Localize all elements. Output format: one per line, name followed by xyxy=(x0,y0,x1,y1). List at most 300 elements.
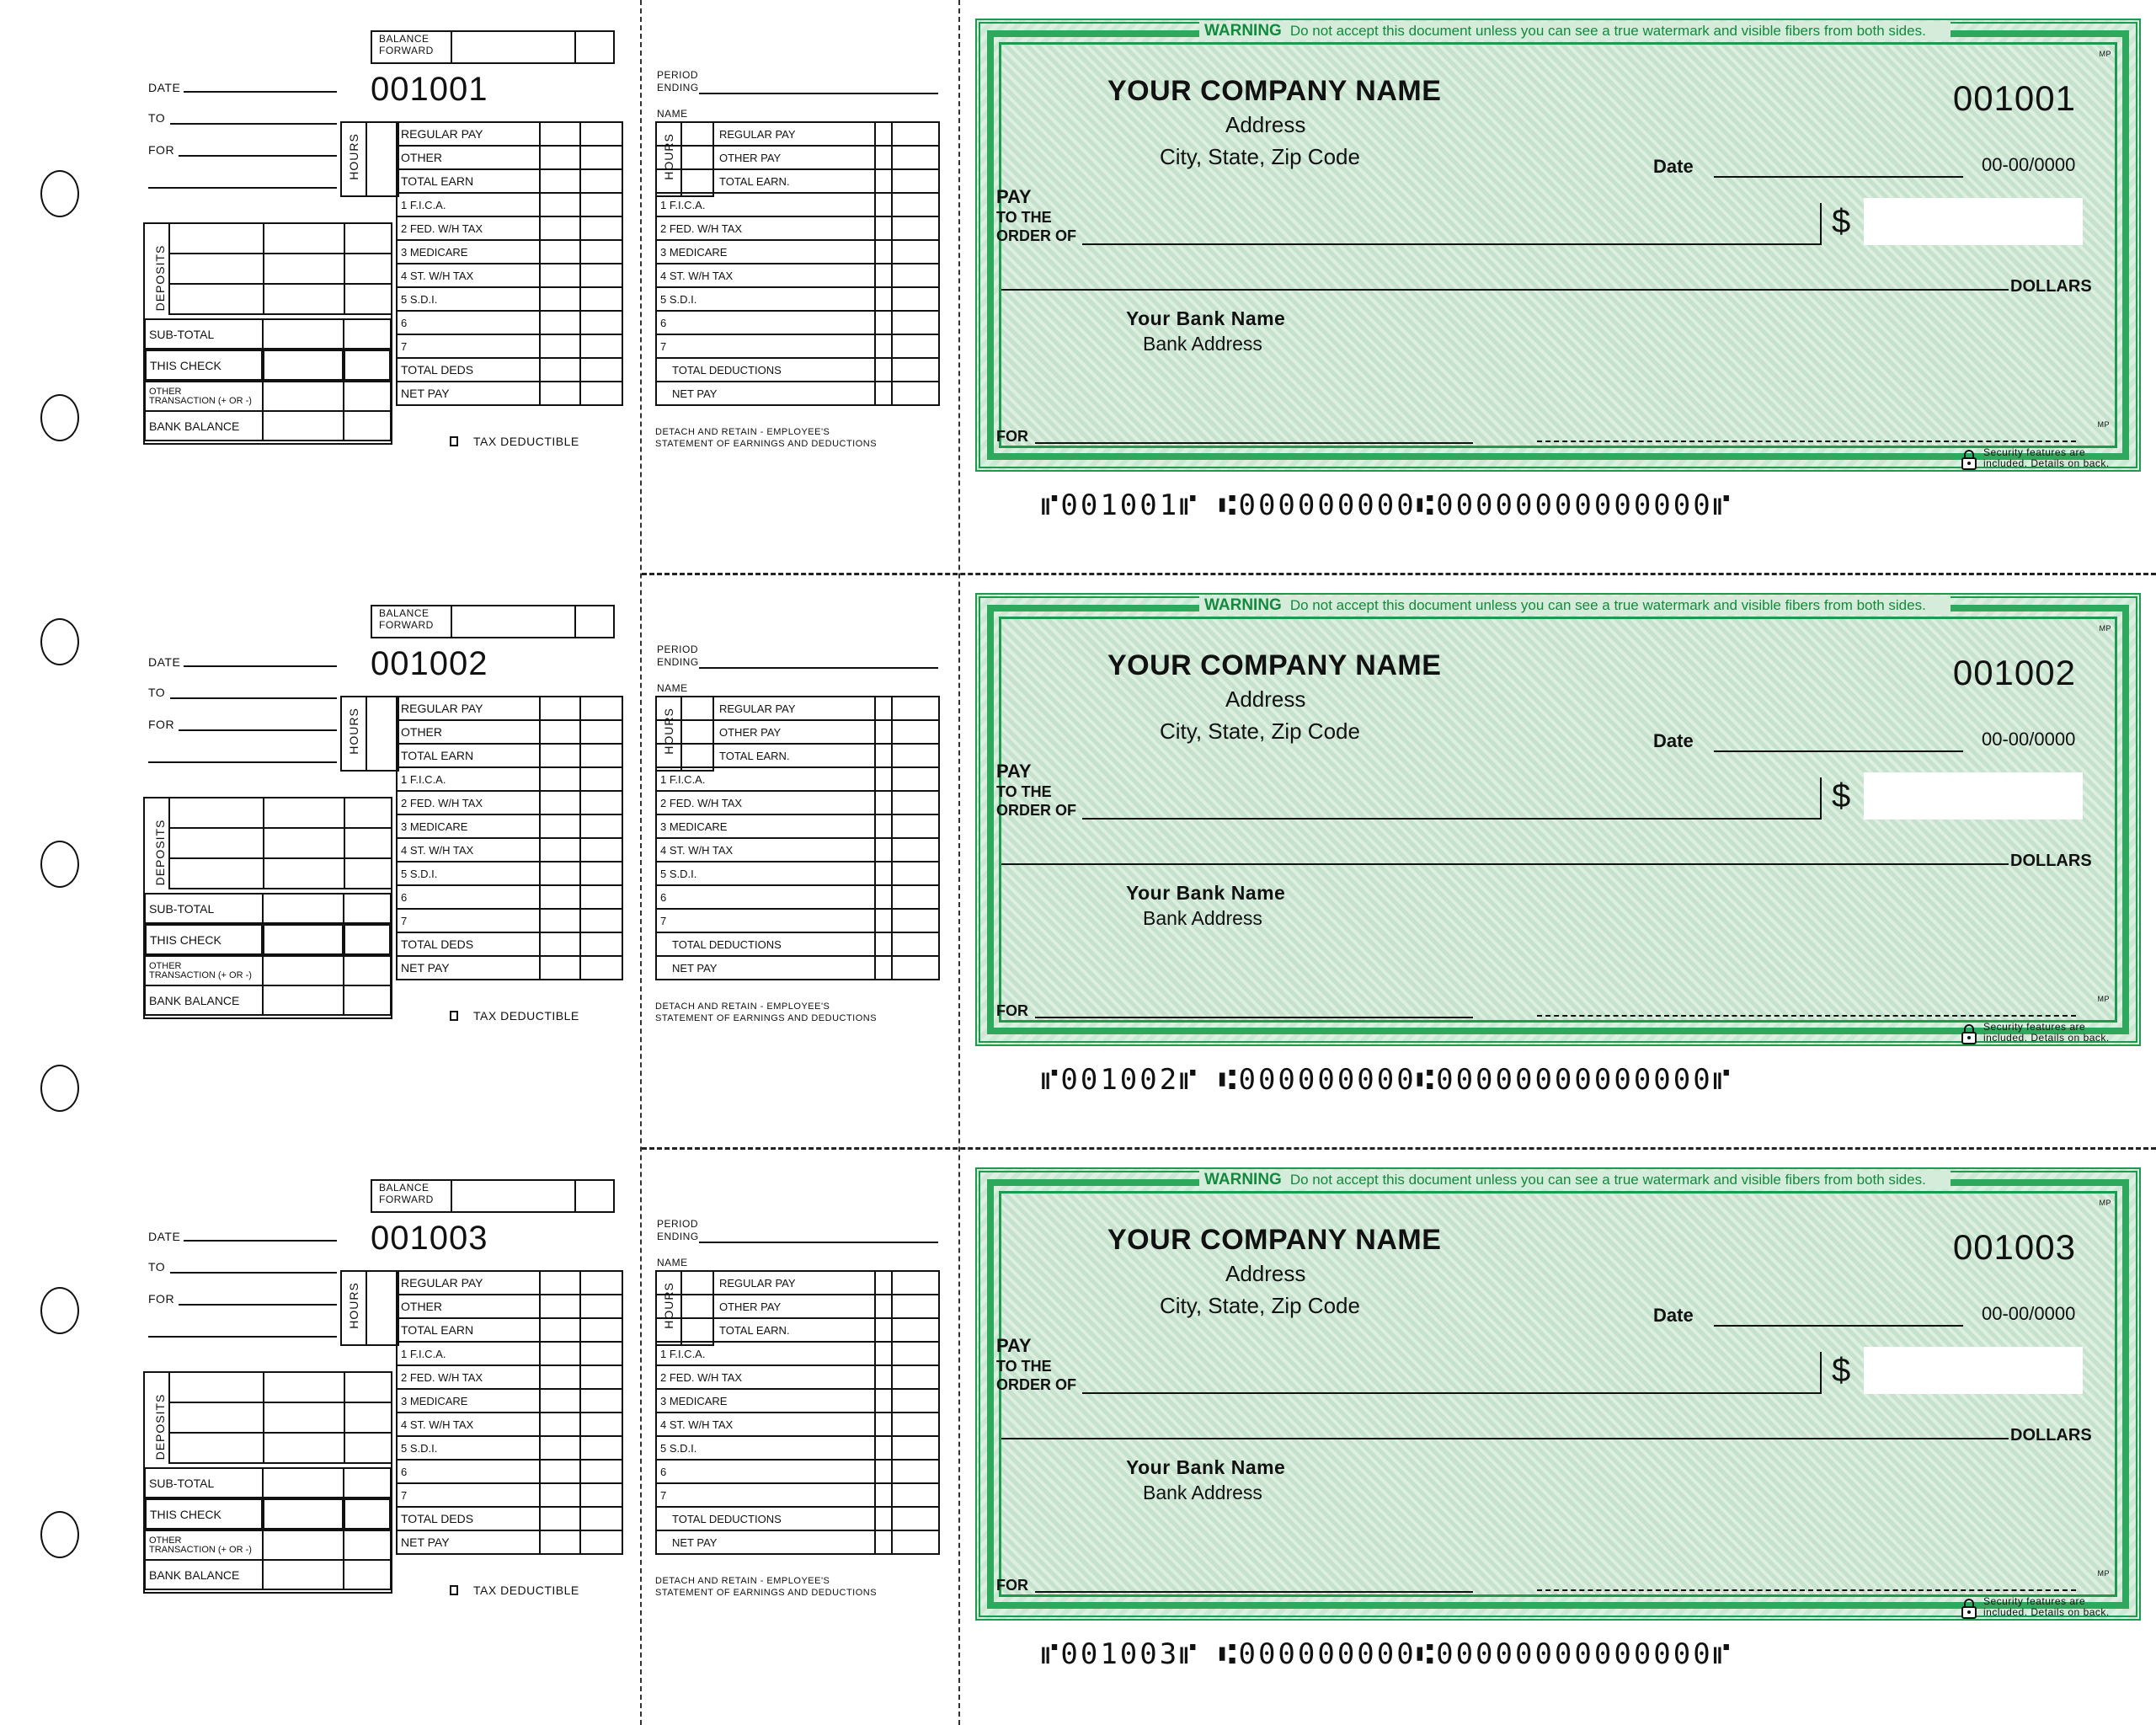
balance-forward-label: BALANCE FORWARD xyxy=(379,1182,434,1205)
cents-cell[interactable] xyxy=(892,932,939,956)
mp-mark: MP xyxy=(2099,1199,2111,1207)
voucher-row-label: NET PAY xyxy=(656,956,875,980)
earnings-row-label: TOTAL DEDS xyxy=(397,1507,540,1530)
amount-cell[interactable] xyxy=(540,193,580,216)
earnings-table xyxy=(396,696,623,980)
cents-cell[interactable] xyxy=(892,1271,939,1295)
padlock-icon xyxy=(1960,449,1978,471)
order-of-label: ORDER OF xyxy=(996,802,1077,819)
cents-cell[interactable] xyxy=(892,956,939,980)
amount-cell[interactable] xyxy=(875,240,892,264)
cents-cell[interactable] xyxy=(892,767,939,791)
cents-cell[interactable] xyxy=(580,1530,622,1554)
voucher-row-label: TOTAL DEDUCTIONS xyxy=(656,932,875,956)
amount-cell[interactable] xyxy=(875,909,892,932)
cents-cell[interactable] xyxy=(580,767,622,791)
bank-address: Bank Address xyxy=(1143,333,1262,355)
other-transaction-label: OTHER TRANSACTION (+ OR -) xyxy=(145,381,263,411)
amount-cell[interactable] xyxy=(875,1436,892,1460)
cents-cell[interactable] xyxy=(580,382,622,405)
amount-cell[interactable] xyxy=(540,956,580,980)
amount-cell[interactable] xyxy=(540,932,580,956)
cents-cell[interactable] xyxy=(580,720,622,744)
to-label: TO xyxy=(148,1260,166,1274)
sub-total-label: SUB-TOTAL xyxy=(145,1468,263,1498)
amount-cell[interactable] xyxy=(875,744,892,767)
amount-cell[interactable] xyxy=(875,287,892,311)
amount-cell[interactable] xyxy=(875,358,892,382)
cents-cell[interactable] xyxy=(892,838,939,862)
voucher-row-label: 4 ST. W/H TAX xyxy=(656,1413,875,1436)
amount-cell[interactable] xyxy=(875,814,892,838)
memo-line[interactable] xyxy=(1035,1017,1473,1018)
amount-cell[interactable] xyxy=(875,1295,892,1318)
date-label: Date xyxy=(1653,156,1694,177)
table-row xyxy=(656,697,939,720)
voucher-row-label: 7 xyxy=(656,909,875,932)
amount-cell[interactable] xyxy=(875,193,892,216)
amount-cell[interactable] xyxy=(540,1460,580,1483)
table-row xyxy=(656,791,939,814)
amount-cell[interactable] xyxy=(540,1530,580,1554)
cents-cell[interactable] xyxy=(580,287,622,311)
cents-cell[interactable] xyxy=(580,311,622,334)
cents-cell[interactable] xyxy=(892,382,939,405)
check-date-value: 00-00/0000 xyxy=(1982,729,2076,750)
cents-cell[interactable] xyxy=(892,1342,939,1365)
amount-cell[interactable] xyxy=(540,240,580,264)
amount-cell[interactable] xyxy=(540,909,580,932)
voucher-row-label: 2 FED. W/H TAX xyxy=(656,791,875,814)
table-row xyxy=(656,1389,939,1413)
amount-cell[interactable] xyxy=(875,382,892,405)
voucher-table xyxy=(655,696,940,980)
table-row xyxy=(397,814,622,838)
bank-name: Your Bank Name xyxy=(1126,1456,1286,1478)
table-row xyxy=(656,1318,939,1342)
bank-balance-label: BANK BALANCE xyxy=(145,411,263,441)
amount-cell[interactable] xyxy=(540,1436,580,1460)
table-row xyxy=(656,1483,939,1507)
cents-cell[interactable] xyxy=(892,909,939,932)
amount-box[interactable] xyxy=(1864,772,2083,820)
cents-cell[interactable] xyxy=(892,1483,939,1507)
amount-cell[interactable] xyxy=(540,791,580,814)
amount-cell[interactable] xyxy=(875,1413,892,1436)
amount-cell[interactable] xyxy=(540,146,580,169)
table-row xyxy=(397,1436,622,1460)
check xyxy=(975,19,2141,472)
amount-cell[interactable] xyxy=(540,1342,580,1365)
for-line xyxy=(179,729,337,731)
cents-cell[interactable] xyxy=(892,744,939,767)
cents-cell[interactable] xyxy=(580,697,622,720)
table-row xyxy=(397,1460,622,1483)
micr-line: ⑈001001⑈ ⑆000000000⑆00000000000000⑈ xyxy=(1041,489,1733,522)
amount-cell[interactable] xyxy=(540,862,580,885)
amount-cell[interactable] xyxy=(540,264,580,287)
earnings-row-label: REGULAR PAY xyxy=(397,697,540,720)
table-row xyxy=(656,287,939,311)
name-label: NAME xyxy=(657,108,688,120)
cents-cell[interactable] xyxy=(892,146,939,169)
cents-cell[interactable] xyxy=(892,791,939,814)
cents-cell[interactable] xyxy=(892,1507,939,1530)
this-check-label: THIS CHECK xyxy=(145,1498,263,1530)
amount-cell[interactable] xyxy=(540,720,580,744)
table-row xyxy=(656,1413,939,1436)
voucher-row-label: TOTAL EARN. xyxy=(656,1318,875,1342)
amount-cell[interactable] xyxy=(875,169,892,193)
amount-cell[interactable] xyxy=(540,382,580,405)
table-row xyxy=(656,1365,939,1389)
written-amount-line[interactable] xyxy=(1001,289,2009,291)
for-line-2 xyxy=(148,761,337,763)
cents-cell[interactable] xyxy=(580,1507,622,1530)
check-number: 001001 xyxy=(1952,78,2076,118)
amount-cell[interactable] xyxy=(875,1342,892,1365)
cents-cell[interactable] xyxy=(580,1271,622,1295)
voucher-row-label: 3 MEDICARE xyxy=(656,1389,875,1413)
cents-cell[interactable] xyxy=(580,1318,622,1342)
cents-cell[interactable] xyxy=(892,862,939,885)
earnings-row-label: NET PAY xyxy=(397,956,540,980)
voucher-row-label: 6 xyxy=(656,311,875,334)
cents-cell[interactable] xyxy=(892,720,939,744)
table-row xyxy=(397,264,622,287)
earnings-row-label: OTHER xyxy=(397,720,540,744)
cents-cell[interactable] xyxy=(892,311,939,334)
payee-line-tick xyxy=(1820,203,1822,245)
amount-cell[interactable] xyxy=(540,287,580,311)
cents-cell[interactable] xyxy=(580,814,622,838)
cents-cell[interactable] xyxy=(892,287,939,311)
cents-cell[interactable] xyxy=(580,1295,622,1318)
cents-cell[interactable] xyxy=(580,1483,622,1507)
cents-cell[interactable] xyxy=(580,744,622,767)
dollars-label: DOLLARS xyxy=(2010,852,2092,870)
cents-cell[interactable] xyxy=(580,1460,622,1483)
stub-check-number: 001001 xyxy=(371,71,488,108)
dollar-sign: $ xyxy=(1832,1352,1851,1389)
table-row xyxy=(397,697,622,720)
voucher-table xyxy=(655,1270,940,1555)
cents-cell[interactable] xyxy=(892,814,939,838)
cents-cell[interactable] xyxy=(580,1365,622,1389)
amount-cell[interactable] xyxy=(540,1365,580,1389)
table-row xyxy=(656,814,939,838)
signature-line[interactable] xyxy=(1537,441,2076,442)
cents-cell[interactable] xyxy=(580,838,622,862)
cents-cell[interactable] xyxy=(580,146,622,169)
cents-cell[interactable] xyxy=(892,885,939,909)
amount-cell[interactable] xyxy=(875,1365,892,1389)
amount-cell[interactable] xyxy=(875,1483,892,1507)
amount-cell[interactable] xyxy=(540,1271,580,1295)
signature-line[interactable] xyxy=(1537,1015,2076,1017)
cents-cell[interactable] xyxy=(892,334,939,358)
voucher-row-label: 6 xyxy=(656,885,875,909)
earnings-table xyxy=(396,1270,623,1555)
amount-cell[interactable] xyxy=(540,311,580,334)
amount-cell[interactable] xyxy=(540,122,580,146)
for-line-2 xyxy=(148,187,337,189)
bank-address: Bank Address xyxy=(1143,1482,1262,1503)
to-line xyxy=(170,1272,337,1274)
earnings-row-label: 7 xyxy=(397,1483,540,1507)
voucher-row-label: 1 F.I.C.A. xyxy=(656,767,875,791)
payee-line[interactable] xyxy=(1082,1392,1820,1394)
pay-label: PAY xyxy=(996,1335,1032,1356)
cents-cell[interactable] xyxy=(580,240,622,264)
cents-cell[interactable] xyxy=(892,1436,939,1460)
amount-cell[interactable] xyxy=(540,838,580,862)
check-section xyxy=(0,1149,2156,1724)
voucher-row-label: 1 F.I.C.A. xyxy=(656,193,875,216)
cents-cell[interactable] xyxy=(580,264,622,287)
for-label: FOR xyxy=(148,1292,175,1306)
check-date-line[interactable] xyxy=(1714,176,1963,178)
earnings-row-label: 6 xyxy=(397,311,540,334)
cents-cell[interactable] xyxy=(892,122,939,146)
table-row xyxy=(656,1436,939,1460)
earnings-row-label: 5 S.D.I. xyxy=(397,1436,540,1460)
amount-cell[interactable] xyxy=(540,1507,580,1530)
written-amount-line[interactable] xyxy=(1001,863,2009,865)
amount-cell[interactable] xyxy=(875,932,892,956)
voucher-row-label: REGULAR PAY xyxy=(656,122,875,146)
tax-deductible-checkbox[interactable] xyxy=(450,1585,458,1595)
cents-cell[interactable] xyxy=(892,697,939,720)
order-of-label: ORDER OF xyxy=(996,227,1077,244)
table-row xyxy=(397,1271,622,1295)
cents-cell[interactable] xyxy=(580,1342,622,1365)
earnings-row-label: 1 F.I.C.A. xyxy=(397,1342,540,1365)
voucher-row-label: 5 S.D.I. xyxy=(656,862,875,885)
written-amount-line[interactable] xyxy=(1001,1438,2009,1439)
payee-line[interactable] xyxy=(1082,818,1820,820)
memo-line[interactable] xyxy=(1035,442,1473,444)
cents-cell[interactable] xyxy=(892,358,939,382)
dollars-label: DOLLARS xyxy=(2010,1426,2092,1445)
table-row xyxy=(656,744,939,767)
amount-cell[interactable] xyxy=(875,334,892,358)
deposits-label: DEPOSITS xyxy=(153,1393,167,1461)
earnings-table xyxy=(396,121,623,406)
this-check-label: THIS CHECK xyxy=(145,350,263,381)
cents-cell[interactable] xyxy=(580,932,622,956)
cents-cell[interactable] xyxy=(892,264,939,287)
deposits-table xyxy=(168,797,392,889)
amount-cell[interactable] xyxy=(875,1507,892,1530)
balance-forward-label: BALANCE FORWARD xyxy=(379,607,434,631)
table-row xyxy=(656,146,939,169)
table-row xyxy=(397,334,622,358)
tax-deductible-label: TAX DEDUCTIBLE xyxy=(473,435,579,448)
cents-cell[interactable] xyxy=(580,358,622,382)
table-row xyxy=(397,1413,622,1436)
table-row xyxy=(656,216,939,240)
voucher-row-label: REGULAR PAY xyxy=(656,1271,875,1295)
cents-cell[interactable] xyxy=(580,169,622,193)
warning-banner: WARNING Do not accept this document unless you can see a true watermark and visible fibers from both sides. xyxy=(1199,22,1951,40)
cents-cell[interactable] xyxy=(580,885,622,909)
amount-cell[interactable] xyxy=(540,1413,580,1436)
earnings-row-label: 2 FED. W/H TAX xyxy=(397,791,540,814)
cents-cell[interactable] xyxy=(892,216,939,240)
amount-cell[interactable] xyxy=(875,862,892,885)
voucher-row-label: OTHER PAY xyxy=(656,720,875,744)
tax-deductible-checkbox[interactable] xyxy=(450,1011,458,1021)
table-row xyxy=(397,767,622,791)
voucher-row-label: TOTAL EARN. xyxy=(656,169,875,193)
amount-cell[interactable] xyxy=(540,814,580,838)
earnings-row-label: REGULAR PAY xyxy=(397,1271,540,1295)
table-row xyxy=(397,1389,622,1413)
date-line xyxy=(184,665,337,667)
amount-cell[interactable] xyxy=(875,264,892,287)
cents-cell[interactable] xyxy=(892,1389,939,1413)
company-address: Address xyxy=(1225,686,1306,712)
cents-cell[interactable] xyxy=(580,334,622,358)
table-row xyxy=(397,169,622,193)
earnings-row-label: TOTAL DEDS xyxy=(397,932,540,956)
cents-cell[interactable] xyxy=(580,1389,622,1413)
amount-box[interactable] xyxy=(1864,1347,2083,1394)
amount-cell[interactable] xyxy=(540,744,580,767)
cents-cell[interactable] xyxy=(892,1460,939,1483)
amount-box[interactable] xyxy=(1864,198,2083,245)
cents-cell[interactable] xyxy=(892,240,939,264)
earnings-row-label: 4 ST. W/H TAX xyxy=(397,838,540,862)
cents-cell[interactable] xyxy=(892,1295,939,1318)
for-line xyxy=(179,1304,337,1306)
company-city-state-zip: City, State, Zip Code xyxy=(1160,1293,1360,1318)
table-row xyxy=(656,838,939,862)
amount-cell[interactable] xyxy=(875,956,892,980)
company-name: YOUR COMPANY NAME xyxy=(1107,1224,1442,1256)
amount-cell[interactable] xyxy=(875,122,892,146)
earnings-row-label: 5 S.D.I. xyxy=(397,862,540,885)
amount-cell[interactable] xyxy=(875,1530,892,1554)
voucher-hours-label: HOURS xyxy=(662,1282,675,1329)
table-row xyxy=(397,1530,622,1554)
amount-cell[interactable] xyxy=(875,146,892,169)
memo-line[interactable] xyxy=(1035,1591,1473,1593)
earnings-row-label: REGULAR PAY xyxy=(397,122,540,146)
voucher-row-label: NET PAY xyxy=(656,1530,875,1554)
amount-cell[interactable] xyxy=(875,1389,892,1413)
voucher-row-label: 2 FED. W/H TAX xyxy=(656,216,875,240)
cents-cell[interactable] xyxy=(580,909,622,932)
amount-cell[interactable] xyxy=(540,1483,580,1507)
bank-balance-label: BANK BALANCE xyxy=(145,985,263,1015)
period-ending-label: PERIOD ENDING xyxy=(657,69,699,93)
balance-table xyxy=(143,1467,392,1590)
earnings-row-label: OTHER xyxy=(397,146,540,169)
tax-deductible-checkbox[interactable] xyxy=(450,436,458,446)
cents-cell[interactable] xyxy=(892,169,939,193)
table-row xyxy=(397,885,622,909)
amount-cell[interactable] xyxy=(540,169,580,193)
signature-line[interactable] xyxy=(1537,1589,2076,1591)
date-label: Date xyxy=(1653,1305,1694,1326)
cents-cell[interactable] xyxy=(580,122,622,146)
amount-cell[interactable] xyxy=(540,1295,580,1318)
cents-cell[interactable] xyxy=(580,956,622,980)
check xyxy=(975,1167,2141,1621)
hours-label: HOURS xyxy=(347,133,360,180)
cents-cell[interactable] xyxy=(580,1413,622,1436)
amount-cell[interactable] xyxy=(875,885,892,909)
cents-cell[interactable] xyxy=(892,1365,939,1389)
earnings-row-label: TOTAL EARN xyxy=(397,744,540,767)
to-line xyxy=(170,697,337,699)
bank-name: Your Bank Name xyxy=(1126,882,1286,904)
table-row xyxy=(656,932,939,956)
amount-cell[interactable] xyxy=(540,216,580,240)
bank-balance-label: BANK BALANCE xyxy=(145,1560,263,1589)
cents-cell[interactable] xyxy=(580,216,622,240)
cents-cell[interactable] xyxy=(580,193,622,216)
balance-table xyxy=(143,893,392,1016)
payee-line[interactable] xyxy=(1082,243,1820,245)
amount-cell[interactable] xyxy=(540,334,580,358)
table-row xyxy=(656,1295,939,1318)
amount-cell[interactable] xyxy=(875,697,892,720)
cents-cell[interactable] xyxy=(580,791,622,814)
table-row xyxy=(397,193,622,216)
amount-cell[interactable] xyxy=(540,1389,580,1413)
memo-label: FOR xyxy=(996,428,1028,445)
cents-cell[interactable] xyxy=(892,1318,939,1342)
amount-cell[interactable] xyxy=(875,720,892,744)
table-row xyxy=(397,1295,622,1318)
amount-cell[interactable] xyxy=(875,1271,892,1295)
amount-cell[interactable] xyxy=(875,791,892,814)
check-date-line[interactable] xyxy=(1714,750,1963,752)
table-row xyxy=(397,382,622,405)
amount-cell[interactable] xyxy=(875,767,892,791)
security-note: Security features are included. Details on back. xyxy=(1983,446,2110,469)
amount-cell[interactable] xyxy=(540,885,580,909)
amount-cell[interactable] xyxy=(540,697,580,720)
amount-cell[interactable] xyxy=(540,1318,580,1342)
earnings-row-label: 4 ST. W/H TAX xyxy=(397,264,540,287)
cents-cell[interactable] xyxy=(892,1530,939,1554)
table-row xyxy=(656,862,939,885)
cents-cell[interactable] xyxy=(892,1413,939,1436)
cents-cell[interactable] xyxy=(580,1436,622,1460)
sub-total-label: SUB-TOTAL xyxy=(145,319,263,350)
amount-cell[interactable] xyxy=(875,1318,892,1342)
cents-cell[interactable] xyxy=(580,862,622,885)
earnings-row-label: 3 MEDICARE xyxy=(397,240,540,264)
balance-forward-label: BALANCE FORWARD xyxy=(379,33,434,56)
table-row xyxy=(397,216,622,240)
amount-cell[interactable] xyxy=(875,838,892,862)
table-row xyxy=(397,1318,622,1342)
check-date-line[interactable] xyxy=(1714,1325,1963,1327)
amount-cell[interactable] xyxy=(540,767,580,791)
this-check-label: THIS CHECK xyxy=(145,924,263,955)
amount-cell[interactable] xyxy=(875,216,892,240)
amount-cell[interactable] xyxy=(875,311,892,334)
amount-cell[interactable] xyxy=(875,1460,892,1483)
amount-cell[interactable] xyxy=(540,358,580,382)
voucher-row-label: 7 xyxy=(656,334,875,358)
cents-cell[interactable] xyxy=(892,193,939,216)
